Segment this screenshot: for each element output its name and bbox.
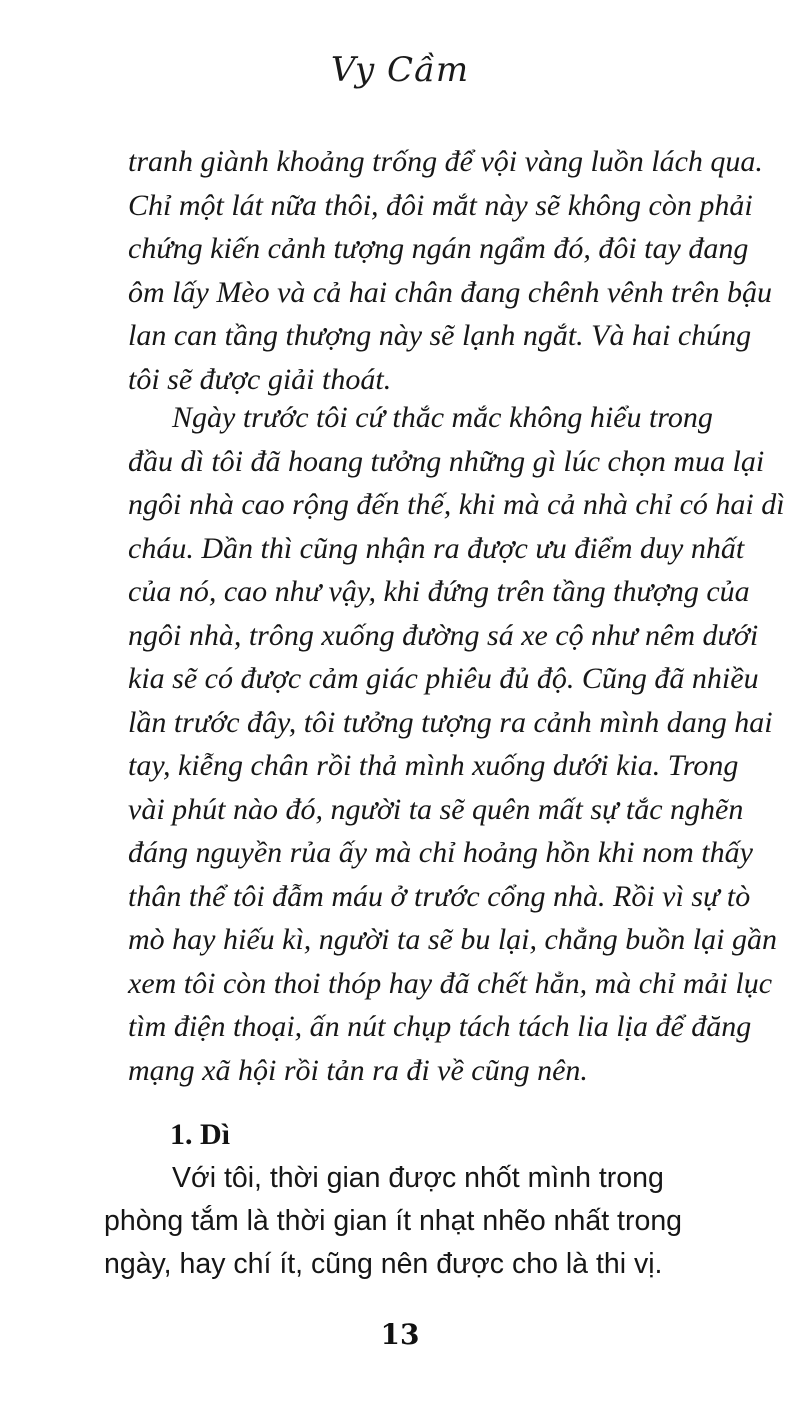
text-line: kia sẽ có được cảm giác phiêu đủ độ. Cũng đã nhiều (128, 662, 759, 695)
text-line: đáng nguyền rủa ấy mà chỉ hoảng hồn khi nom thấy (128, 836, 753, 869)
text-line: tranh giành khoảng trống để vội vàng luồn lách qua. (128, 145, 763, 178)
text-line: Với tôi, thời gian được nhốt mình trong (172, 1162, 664, 1194)
text-line: vài phút nào đó, người ta sẽ quên mất sự tắc nghẽn (128, 793, 744, 826)
text-line: ôm lấy Mèo và cả hai chân đang chênh vênh trên bậu (128, 276, 772, 309)
text-line: cháu. Dần thì cũng nhận ra được ưu điểm duy nhất (128, 532, 745, 565)
running-head: Vy Cầm (330, 50, 470, 90)
text-line: ngôi nhà, trông xuống đường sá xe cộ như nêm dưới (128, 619, 759, 652)
text-line: Ngày trước tôi cứ thắc mắc không hiểu trong (172, 401, 713, 434)
text-line: lan can tầng thượng này sẽ lạnh ngắt. Và hai chúng (128, 319, 752, 352)
text-line: đầu dì tôi đã hoang tưởng những gì lúc chọn mua lại (128, 445, 765, 478)
text-line: tìm điện thoại, ấn nút chụp tách tách lia lịa để đăng (128, 1010, 752, 1043)
text-line: ngày, hay chí ít, cũng nên được cho là thi vị. (104, 1248, 663, 1280)
text-line: chứng kiến cảnh tượng ngán ngẩm đó, đôi tay đang (128, 232, 749, 265)
text-line: mạng xã hội rồi tản ra đi về cũng nên. (128, 1054, 588, 1087)
text-line: thân thể tôi đẫm máu ở trước cổng nhà. Rồi vì sự tò (128, 880, 751, 913)
text-line: tay, kiễng chân rồi thả mình xuống dưới kia. Trong (128, 749, 739, 782)
text-line: Chỉ một lát nữa thôi, đôi mắt này sẽ không còn phải (128, 189, 753, 222)
section-heading: 1. Dì (170, 1118, 230, 1151)
text-line: xem tôi còn thoi thóp hay đã chết hẳn, mà chỉ mải lục (128, 967, 773, 1000)
text-line: phòng tắm là thời gian ít nhạt nhẽo nhất trong (104, 1205, 683, 1237)
text-line: tôi sẽ được giải thoát. (128, 363, 392, 396)
text-line: lần trước đây, tôi tưởng tượng ra cảnh mình dang hai (128, 706, 773, 739)
text-line: ngôi nhà cao rộng đến thế, khi mà cả nhà chỉ có hai dì (128, 488, 785, 521)
text-line: mò hay hiếu kì, người ta sẽ bu lại, chẳng buồn lại gần (128, 923, 777, 956)
text-line: của nó, cao như vậy, khi đứng trên tầng thượng của (128, 575, 750, 608)
page-number: 13 (380, 1318, 420, 1351)
